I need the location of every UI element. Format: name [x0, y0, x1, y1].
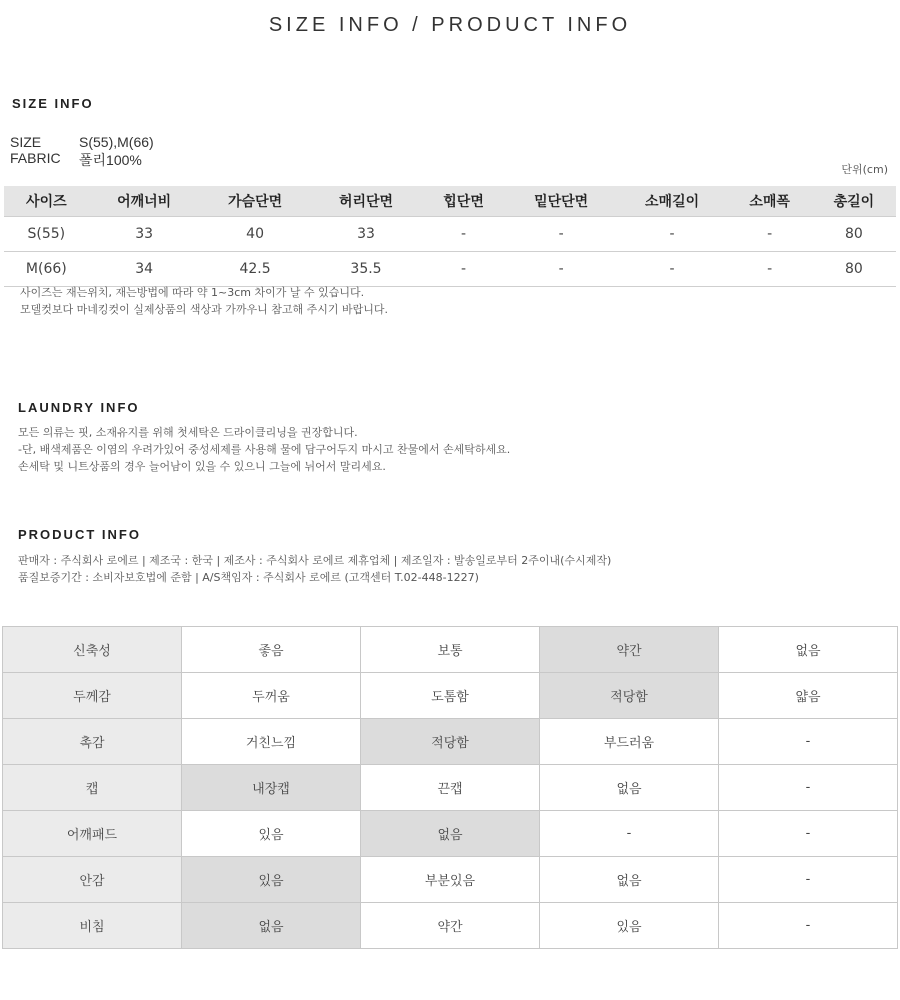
- fabric-row-label: 촉감: [3, 719, 182, 765]
- col-header: 가슴단면: [200, 186, 311, 217]
- laundry-info-heading: LAUNDRY INFO: [18, 400, 140, 415]
- fabric-option: 없음: [540, 857, 719, 903]
- laundry-line: 모든 의류는 핏, 소재유지를 위해 첫세탁은 드라이클리닝을 권장합니다.: [18, 426, 358, 439]
- table-row: [4, 252, 896, 287]
- fabric-row: [3, 857, 898, 903]
- product-line: 품질보증기간 : 소비자보호법에 준함 | A/S책임자 : 주식회사 로에르 (고객센터 T.02-448-1227): [18, 571, 479, 584]
- col-header: 소매길이: [617, 186, 728, 217]
- fabric-option: 약간: [361, 903, 540, 949]
- fabric-row: [3, 627, 898, 673]
- table-cell: 35.5: [311, 252, 422, 287]
- size-notes: [20, 284, 388, 318]
- fabric-label: FABRIC: [10, 150, 61, 166]
- fabric-row: [3, 765, 898, 811]
- fabric-option: -: [719, 857, 898, 903]
- table-cell: 40: [200, 217, 311, 252]
- laundry-notes: [18, 424, 510, 475]
- fabric-option-selected: 적당함: [361, 719, 540, 765]
- table-cell: -: [421, 252, 505, 287]
- fabric-row-label: 신축성: [3, 627, 182, 673]
- laundry-line: -단, 배색제품은 이염의 우려가있어 중성세제를 사용해 물에 담구어두지 마시고 찬물에서 손세탁하세요.: [18, 443, 511, 456]
- fabric-row: [10, 150, 154, 170]
- fabric-option: 부분있음: [361, 857, 540, 903]
- table-cell: -: [617, 252, 728, 287]
- table-cell: 42.5: [200, 252, 311, 287]
- fabric-option: -: [719, 903, 898, 949]
- fabric-feel-table: [2, 626, 898, 949]
- size-row: [10, 134, 154, 150]
- size-table: [4, 186, 896, 287]
- fabric-row: [3, 903, 898, 949]
- fabric-row-label: 캡: [3, 765, 182, 811]
- size-table-header: [4, 186, 896, 217]
- table-row: [4, 217, 896, 252]
- col-header: 어깨너비: [89, 186, 200, 217]
- table-cell: M(66): [4, 252, 89, 287]
- table-cell: 33: [89, 217, 200, 252]
- fabric-option: 부드러움: [540, 719, 719, 765]
- fabric-option-selected: 있음: [182, 857, 361, 903]
- fabric-row-label: 비침: [3, 903, 182, 949]
- laundry-line: 손세탁 및 니트상품의 경우 늘어남이 있을 수 있으니 그늘에 뉘어서 말리세요.: [18, 460, 386, 473]
- product-info-heading: PRODUCT INFO: [18, 527, 141, 542]
- fabric-row-label: 어깨패드: [3, 811, 182, 857]
- fabric-option: -: [719, 719, 898, 765]
- table-cell: -: [506, 217, 617, 252]
- fabric-value: 폴리100%: [79, 152, 142, 168]
- table-cell: 34: [89, 252, 200, 287]
- fabric-option: 얇음: [719, 673, 898, 719]
- fabric-option: 두꺼움: [182, 673, 361, 719]
- fabric-option-selected: 없음: [182, 903, 361, 949]
- table-cell: -: [506, 252, 617, 287]
- page-title: SIZE INFO / PRODUCT INFO: [268, 14, 632, 36]
- note-line: 모델컷보다 마네킹컷이 실제상품의 색상과 가까우니 참고해 주시기 바랍니다.: [20, 303, 389, 316]
- col-header: 허리단면: [311, 186, 422, 217]
- fabric-option: -: [540, 811, 719, 857]
- col-header: 총길이: [812, 186, 896, 217]
- fabric-option: 끈캡: [361, 765, 540, 811]
- fabric-option: 없음: [540, 765, 719, 811]
- fabric-option: 거친느낌: [182, 719, 361, 765]
- table-cell: -: [421, 217, 505, 252]
- note-line: 사이즈는 재는위치, 재는방법에 따라 약 1~3cm 차이가 날 수 있습니다.: [20, 286, 365, 299]
- table-cell: -: [728, 252, 812, 287]
- fabric-option: 보통: [361, 627, 540, 673]
- unit-label: 단위(cm): [841, 163, 888, 176]
- fabric-option: -: [719, 811, 898, 857]
- col-header: 소매폭: [728, 186, 812, 217]
- fabric-row: [3, 719, 898, 765]
- fabric-option-selected: 없음: [361, 811, 540, 857]
- fabric-option: 있음: [540, 903, 719, 949]
- product-notes: [18, 552, 611, 586]
- fabric-option-selected: 약간: [540, 627, 719, 673]
- fabric-option-selected: 내장캡: [182, 765, 361, 811]
- table-cell: -: [617, 217, 728, 252]
- fabric-row-label: 안감: [3, 857, 182, 903]
- table-cell: 80: [812, 217, 896, 252]
- fabric-option: 도톰함: [361, 673, 540, 719]
- table-cell: 33: [311, 217, 422, 252]
- product-line: 판매자 : 주식회사 로에르 | 제조국 : 한국 | 제조사 : 주식회사 로에르 제휴업체 | 제조일자 : 발송일로부터 2주이내(수시제작): [18, 554, 612, 567]
- fabric-row: [3, 811, 898, 857]
- col-header: 사이즈: [4, 186, 89, 217]
- fabric-option-selected: 적당함: [540, 673, 719, 719]
- fabric-option: 없음: [719, 627, 898, 673]
- table-cell: S(55): [4, 217, 89, 252]
- fabric-row: [3, 673, 898, 719]
- size-info-heading: SIZE INFO: [12, 96, 94, 111]
- table-cell: 80: [812, 252, 896, 287]
- fabric-option: 좋음: [182, 627, 361, 673]
- col-header: 힙단면: [421, 186, 505, 217]
- fabric-option: -: [719, 765, 898, 811]
- table-cell: -: [728, 217, 812, 252]
- size-spec: [10, 134, 154, 170]
- fabric-option: 있음: [182, 811, 361, 857]
- fabric-row-label: 두께감: [3, 673, 182, 719]
- size-value: S(55),M(66): [79, 134, 154, 150]
- col-header: 밑단단면: [506, 186, 617, 217]
- size-label: SIZE: [10, 134, 42, 150]
